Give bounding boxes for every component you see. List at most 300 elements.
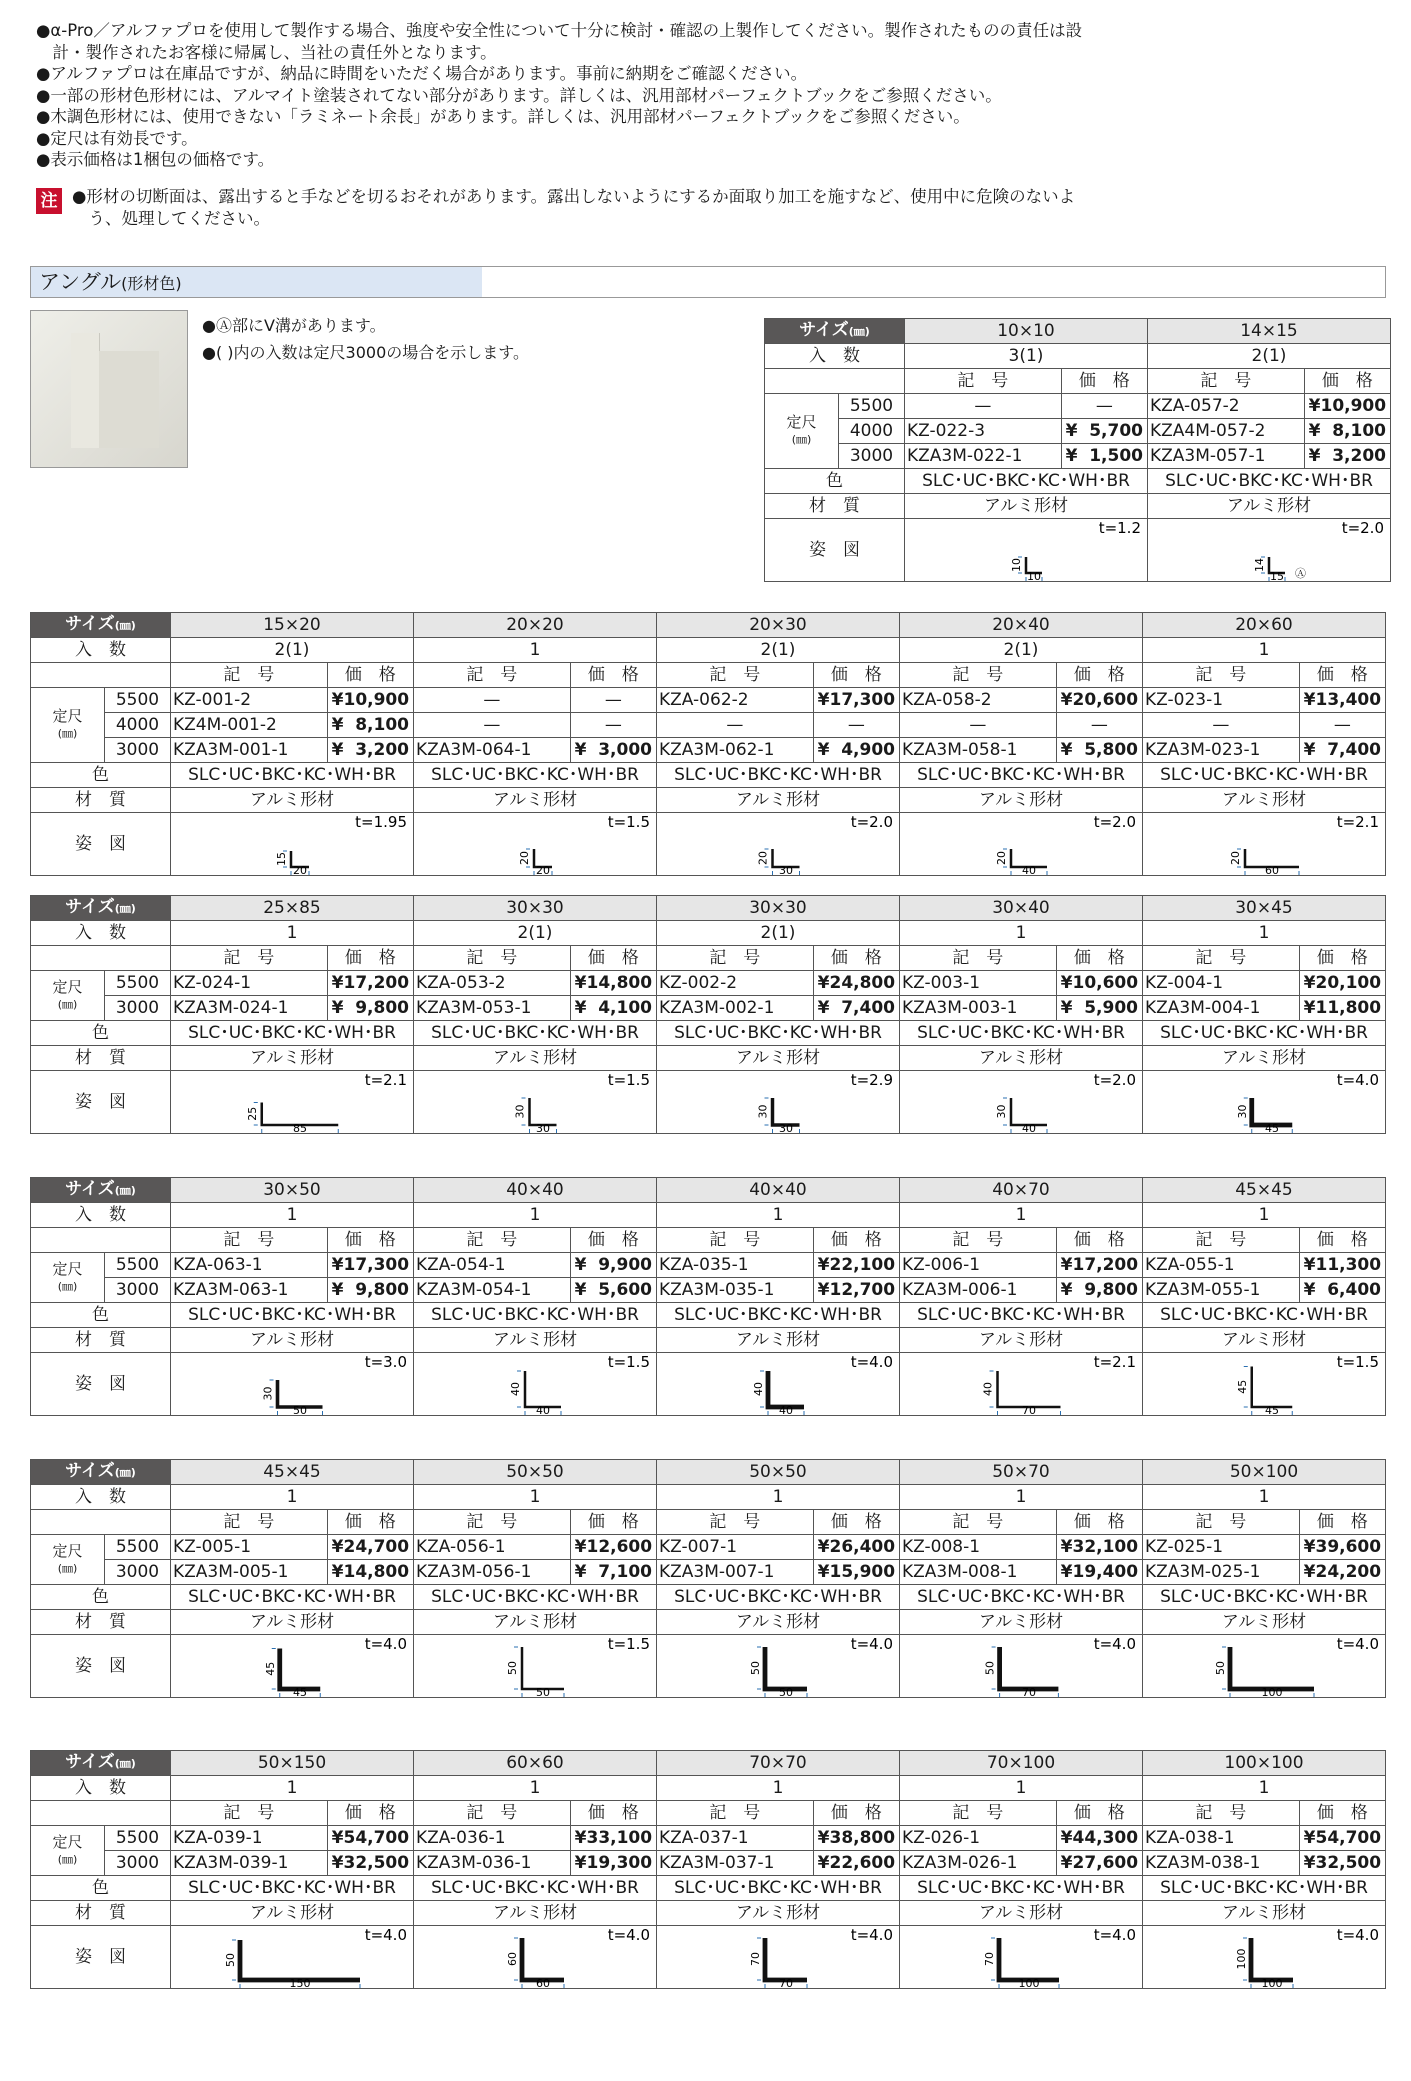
product-code: KZ-008-1 <box>900 1535 1057 1560</box>
width-dimension-label: 15 <box>1270 570 1284 581</box>
figure-cell <box>414 1635 657 1698</box>
price-header: 価 格 <box>327 663 413 688</box>
code-header: 記 号 <box>657 1801 814 1826</box>
size-value: 20×20 <box>414 613 657 638</box>
yen-sign: ¥ <box>1308 421 1321 441</box>
teishaku-label <box>31 1253 105 1303</box>
blank-cell <box>31 1510 171 1535</box>
product-code: KZA3M-035-1 <box>657 1278 814 1303</box>
material-value: アルミ形材 <box>414 1046 657 1071</box>
yen-sign: ¥ <box>331 973 344 993</box>
angle-profile-figure <box>900 1353 1142 1415</box>
width-dimension-label: 50 <box>536 1686 550 1697</box>
material-label: 材 質 <box>31 1610 171 1635</box>
price-header: 価 格 <box>570 1801 656 1826</box>
length-value: 4000 <box>839 419 905 444</box>
mm-unit: (㎜) <box>57 727 78 740</box>
price-header: 価 格 <box>1056 1228 1142 1253</box>
price-value <box>813 1535 899 1560</box>
color-value: SLC･UC･BKC･KC･WH･BR <box>414 1021 657 1046</box>
color-value: SLC･UC･BKC･KC･WH･BR <box>900 1876 1143 1901</box>
price-value: — <box>570 688 656 713</box>
angle-profile-shape <box>280 1649 321 1690</box>
height-dimension-label: 50 <box>983 1661 997 1675</box>
qty-value: 1 <box>657 1776 900 1801</box>
figure-cell <box>1143 1353 1386 1416</box>
length-value: 3000 <box>105 1851 171 1876</box>
height-dimension-label: 50 <box>1214 1661 1227 1675</box>
price-amount: 9,900 <box>598 1255 652 1275</box>
price-value <box>570 996 656 1021</box>
qty-label: 入 数 <box>31 921 171 946</box>
angle-profile-figure <box>657 813 899 875</box>
qty-value: 1 <box>1143 921 1386 946</box>
qty-value: 1 <box>414 1776 657 1801</box>
angle-profile-shape <box>1011 1098 1047 1125</box>
color-value: SLC･UC･BKC･KC･WH･BR <box>414 1585 657 1610</box>
product-code: KZA-063-1 <box>171 1253 328 1278</box>
color-label: 色 <box>31 763 171 788</box>
length-value: 5500 <box>105 1826 171 1851</box>
code-header: 記 号 <box>900 946 1057 971</box>
price-value <box>1299 971 1385 996</box>
angle-profile-shape <box>765 1938 807 1980</box>
width-dimension-label: 30 <box>779 1122 793 1133</box>
size-label: サイズ <box>65 1461 115 1481</box>
angle-profile-figure <box>171 813 413 875</box>
material-value: アルミ形材 <box>414 788 657 813</box>
height-dimension-label: 30 <box>261 1386 275 1401</box>
qty-value: 2(1) <box>657 638 900 663</box>
price-amount: 17,200 <box>1072 1255 1139 1275</box>
price-value <box>570 1826 656 1851</box>
price-value <box>1056 1826 1142 1851</box>
note-line: ●アルファプロは在庫品ですが、納品に時間をいただく場合があります。事前に納期をご確認ください。 <box>36 64 808 83</box>
size-value: 50×70 <box>900 1460 1143 1485</box>
product-code: KZA3M-001-1 <box>171 738 328 763</box>
yen-sign: ¥ <box>1065 421 1078 441</box>
qty-value: 1 <box>171 1203 414 1228</box>
qty-value: 1 <box>900 1485 1143 1510</box>
yen-sign: ¥ <box>1060 998 1073 1018</box>
price-amount: 38,800 <box>829 1828 896 1848</box>
yen-sign: ¥ <box>1060 1280 1073 1300</box>
height-dimension-label: 10 <box>1010 558 1023 572</box>
size-label: サイズ <box>65 1179 115 1199</box>
figure-cell <box>900 1071 1143 1134</box>
figure-label: 姿 図 <box>765 519 905 582</box>
qty-value: 2(1) <box>1148 344 1391 369</box>
height-dimension-label: 40 <box>752 1382 765 1396</box>
price-amount: 5,600 <box>598 1280 652 1300</box>
size-label: サイズ <box>65 897 115 917</box>
price-amount: 32,100 <box>1072 1537 1139 1557</box>
product-notes <box>202 312 529 366</box>
width-dimension-label: 60 <box>536 1977 550 1988</box>
price-value <box>1304 419 1390 444</box>
height-dimension-label: 20 <box>995 851 1008 865</box>
product-code: KZA4M-057-2 <box>1148 419 1305 444</box>
size-header <box>31 613 171 638</box>
section-subtitle: (形材色) <box>121 274 182 293</box>
yen-sign: ¥ <box>817 1280 830 1300</box>
figure-cell <box>657 1635 900 1698</box>
price-amount: 3,200 <box>355 740 409 760</box>
mm-unit: (㎜) <box>57 997 78 1011</box>
yen-sign: ¥ <box>1303 998 1316 1018</box>
price-amount: 3,200 <box>1332 446 1386 466</box>
price-amount: 24,700 <box>343 1537 410 1557</box>
code-header: 記 号 <box>1143 663 1300 688</box>
product-code: KZA3M-062-1 <box>657 738 814 763</box>
color-label: 色 <box>765 469 905 494</box>
price-amount: 11,300 <box>1315 1255 1382 1275</box>
product-code: — <box>1143 713 1300 738</box>
angle-profile-figure <box>171 1353 413 1415</box>
price-value: — <box>570 713 656 738</box>
color-label: 色 <box>31 1303 171 1328</box>
thickness-label: t=4.0 <box>1336 1071 1379 1089</box>
price-amount: 9,800 <box>1084 1280 1138 1300</box>
color-value: SLC･UC･BKC･KC･WH･BR <box>1143 1876 1386 1901</box>
price-amount: 8,100 <box>1332 421 1386 441</box>
angle-profile-figure <box>171 1926 413 1988</box>
thickness-label: t=4.0 <box>364 1635 407 1653</box>
angle-profile-shape <box>1230 1647 1314 1689</box>
code-header: 記 号 <box>1143 946 1300 971</box>
price-header: 価 格 <box>1056 663 1142 688</box>
teishaku-label <box>765 394 839 469</box>
product-code: — <box>414 713 571 738</box>
product-code: KZA3M-053-1 <box>414 996 571 1021</box>
product-code: — <box>414 688 571 713</box>
color-value: SLC･UC･BKC･KC･WH･BR <box>900 1585 1143 1610</box>
size-value: 30×50 <box>171 1178 414 1203</box>
size-header <box>765 319 905 344</box>
angle-profile-figure <box>414 1926 656 1988</box>
material-value: アルミ形材 <box>1148 494 1391 519</box>
product-code: KZA3M-025-1 <box>1143 1560 1300 1585</box>
product-code: KZ-004-1 <box>1143 971 1300 996</box>
angle-profile-shape <box>278 1380 323 1407</box>
price-amount: 10,900 <box>343 690 410 710</box>
size-value: 45×45 <box>1143 1178 1386 1203</box>
price-amount: 8,100 <box>355 715 409 735</box>
material-label: 材 質 <box>31 1046 171 1071</box>
figure-cell <box>1143 813 1386 876</box>
spec-table <box>30 895 1386 1134</box>
price-amount: 26,400 <box>829 1537 896 1557</box>
thickness-label: t=3.0 <box>364 1353 407 1371</box>
figure-label: 姿 図 <box>31 1926 171 1989</box>
height-dimension-label: 25 <box>245 1106 259 1121</box>
price-amount: 11,800 <box>1315 998 1382 1018</box>
angle-profile-shape <box>525 1371 561 1407</box>
thickness-label: t=2.1 <box>1336 813 1379 831</box>
product-code: KZA3M-024-1 <box>171 996 328 1021</box>
material-value: アルミ形材 <box>414 1901 657 1926</box>
length-value: 3000 <box>839 444 905 469</box>
color-value: SLC･UC･BKC･KC･WH･BR <box>900 763 1143 788</box>
thickness-label: t=2.0 <box>1093 1071 1136 1089</box>
width-dimension-label: 45 <box>293 1686 307 1697</box>
price-value <box>1056 971 1142 996</box>
figure-cell <box>900 813 1143 876</box>
code-header: 記 号 <box>1143 1801 1300 1826</box>
material-value: アルミ形材 <box>900 788 1143 813</box>
code-header: 記 号 <box>900 1228 1057 1253</box>
mm-unit: (㎜) <box>114 1757 136 1770</box>
price-amount: 4,100 <box>598 998 652 1018</box>
material-value: アルミ形材 <box>171 1610 414 1635</box>
qty-label: 入 数 <box>31 1776 171 1801</box>
price-amount: 44,300 <box>1072 1828 1139 1848</box>
price-header: 価 格 <box>813 1228 899 1253</box>
yen-sign: ¥ <box>1060 740 1073 760</box>
angle-profile-figure <box>171 1635 413 1697</box>
angle-profile-figure <box>1143 1071 1385 1133</box>
price-amount: 7,100 <box>598 1562 652 1582</box>
price-amount: 24,800 <box>829 973 896 993</box>
qty-value: 1 <box>1143 638 1386 663</box>
product-code: KZA-035-1 <box>657 1253 814 1278</box>
product-code: KZA3M-007-1 <box>657 1560 814 1585</box>
note-line: ●表示価格は1梱包の価格です。 <box>36 150 275 169</box>
angle-profile-figure <box>657 1635 899 1697</box>
yen-sign: ¥ <box>574 1828 587 1848</box>
price-value <box>327 1851 413 1876</box>
spec-table <box>30 612 1386 876</box>
yen-sign: ¥ <box>574 998 587 1018</box>
angle-profile-shape <box>1000 1647 1059 1689</box>
height-dimension-label: 30 <box>756 1104 770 1119</box>
width-dimension-label: 60 <box>1265 864 1279 875</box>
yen-sign: ¥ <box>817 1255 830 1275</box>
width-dimension-label: 100 <box>1261 1686 1283 1697</box>
price-value <box>1304 444 1390 469</box>
figure-cell <box>171 1635 414 1698</box>
yen-sign: ¥ <box>817 973 830 993</box>
product-code: KZ-026-1 <box>900 1826 1057 1851</box>
height-dimension-label: 45 <box>263 1661 277 1676</box>
product-note: ●Ⓐ部にV溝があります。 <box>202 316 386 335</box>
yen-sign: ¥ <box>331 690 344 710</box>
yen-sign: ¥ <box>1303 1853 1316 1873</box>
price-value <box>1056 996 1142 1021</box>
angle-profile-shape <box>1252 1367 1293 1408</box>
figure-cell <box>414 1926 657 1989</box>
mm-unit: (㎜) <box>114 1184 136 1197</box>
price-value <box>1056 1253 1142 1278</box>
height-dimension-label: 70 <box>749 1952 762 1966</box>
material-value: アルミ形材 <box>657 1610 900 1635</box>
price-amount: 22,100 <box>829 1255 896 1275</box>
angle-profile-figure <box>900 1071 1142 1133</box>
price-header: 価 格 <box>1299 946 1385 971</box>
size-value: 45×45 <box>171 1460 414 1485</box>
yen-sign: ¥ <box>1060 690 1073 710</box>
figure-cell <box>900 1926 1143 1989</box>
qty-label: 入 数 <box>31 1485 171 1510</box>
thickness-label: t=1.95 <box>355 813 407 831</box>
height-dimension-label: 20 <box>518 851 531 865</box>
price-value: — <box>1061 394 1147 419</box>
price-header: 価 格 <box>570 663 656 688</box>
product-code: KZA3M-002-1 <box>657 996 814 1021</box>
angle-profile-figure <box>414 1353 656 1415</box>
price-header: 価 格 <box>1299 663 1385 688</box>
size-value: 20×60 <box>1143 613 1386 638</box>
yen-sign: ¥ <box>574 1562 587 1582</box>
material-label: 材 質 <box>765 494 905 519</box>
price-amount: 54,700 <box>343 1828 410 1848</box>
price-value <box>1299 996 1385 1021</box>
mm-unit: (㎜) <box>57 1852 78 1866</box>
angle-profile-shape <box>522 1938 564 1980</box>
width-dimension-label: 50 <box>779 1686 793 1697</box>
color-value: SLC･UC･BKC･KC･WH･BR <box>171 1876 414 1901</box>
caution-line: ●形材の切断面は、露出すると手などを切るおそれがあります。露出しないようにするか面取り加工を施すなど、使用中に危険のないよ <box>72 187 1076 206</box>
code-header: 記 号 <box>657 1510 814 1535</box>
section-header <box>30 266 1386 298</box>
thickness-label: t=4.0 <box>1093 1635 1136 1653</box>
price-value <box>570 971 656 996</box>
thickness-label: t=2.1 <box>364 1071 407 1089</box>
product-code: KZA3M-005-1 <box>171 1560 328 1585</box>
price-header: 価 格 <box>1299 1801 1385 1826</box>
angle-profile-shape <box>765 1647 807 1689</box>
material-value: アルミ形材 <box>900 1610 1143 1635</box>
color-value: SLC･UC･BKC･KC･WH･BR <box>657 1303 900 1328</box>
price-header: 価 格 <box>570 1510 656 1535</box>
angle-profile-shape <box>1251 1938 1293 1980</box>
yen-sign: ¥ <box>574 740 587 760</box>
material-value: アルミ形材 <box>171 1328 414 1353</box>
yen-sign: ¥ <box>1308 396 1321 416</box>
price-amount: 54,700 <box>1315 1828 1382 1848</box>
figure-cell <box>414 813 657 876</box>
price-value <box>1299 738 1385 763</box>
price-value <box>1056 1560 1142 1585</box>
size-label: サイズ <box>799 320 849 340</box>
material-value: アルミ形材 <box>905 494 1148 519</box>
color-value: SLC･UC･BKC･KC･WH･BR <box>657 763 900 788</box>
size-header <box>31 1178 171 1203</box>
color-value: SLC･UC･BKC･KC･WH･BR <box>171 1303 414 1328</box>
price-amount: 3,000 <box>598 740 652 760</box>
angle-profile-shape <box>768 1371 804 1407</box>
size-value: 40×70 <box>900 1178 1143 1203</box>
product-code: KZA3M-038-1 <box>1143 1851 1300 1876</box>
angle-profile-shape <box>522 1647 564 1689</box>
yen-sign: ¥ <box>1060 1853 1073 1873</box>
height-dimension-label: 60 <box>506 1952 519 1966</box>
figure-label: 姿 図 <box>31 813 171 876</box>
color-value: SLC･UC･BKC･KC･WH･BR <box>657 1585 900 1610</box>
figure-cell <box>171 813 414 876</box>
figure-cell <box>1143 1071 1386 1134</box>
figure-cell <box>657 1926 900 1989</box>
product-code: KZA3M-063-1 <box>171 1278 328 1303</box>
yen-sign: ¥ <box>574 1853 587 1873</box>
price-header: 価 格 <box>570 1228 656 1253</box>
size-value: 60×60 <box>414 1751 657 1776</box>
size-value: 30×45 <box>1143 896 1386 921</box>
price-value <box>1299 1560 1385 1585</box>
yen-sign: ¥ <box>817 1853 830 1873</box>
yen-sign: ¥ <box>1060 1537 1073 1557</box>
price-header: 価 格 <box>1299 1510 1385 1535</box>
width-dimension-label: 150 <box>289 1977 311 1988</box>
product-code: KZA3M-006-1 <box>900 1278 1057 1303</box>
code-header: 記 号 <box>900 1801 1057 1826</box>
code-header: 記 号 <box>1143 1228 1300 1253</box>
angle-profile-figure <box>414 813 656 875</box>
qty-value: 2(1) <box>414 921 657 946</box>
qty-value: 1 <box>414 1203 657 1228</box>
price-header: 価 格 <box>813 663 899 688</box>
qty-label: 入 数 <box>765 344 905 369</box>
product-code: — <box>657 713 814 738</box>
code-header: 記 号 <box>171 1228 328 1253</box>
width-dimension-label: 45 <box>1265 1404 1279 1415</box>
width-dimension-label: 10 <box>1027 570 1041 581</box>
yen-sign: ¥ <box>331 1280 344 1300</box>
price-value <box>570 738 656 763</box>
code-header: 記 号 <box>1143 1510 1300 1535</box>
size-value: 30×30 <box>414 896 657 921</box>
product-code: KZA-055-1 <box>1143 1253 1300 1278</box>
code-header: 記 号 <box>171 663 328 688</box>
price-amount: 22,600 <box>829 1853 896 1873</box>
caution-mark: 注 <box>36 188 62 214</box>
price-value <box>327 1560 413 1585</box>
product-code: KZ-022-3 <box>905 419 1062 444</box>
height-dimension-label: 14 <box>1253 558 1266 572</box>
thickness-label: t=4.0 <box>1336 1926 1379 1944</box>
blank-cell <box>31 663 171 688</box>
color-value: SLC･UC･BKC･KC･WH･BR <box>414 1303 657 1328</box>
length-value: 3000 <box>105 738 171 763</box>
width-dimension-label: 40 <box>1022 1122 1036 1133</box>
width-dimension-label: 20 <box>293 864 307 875</box>
teishaku-text: 定尺 <box>52 1259 83 1278</box>
size-value: 50×50 <box>657 1460 900 1485</box>
yen-sign: ¥ <box>574 973 587 993</box>
blank-cell <box>31 1228 171 1253</box>
mm-unit: (㎜) <box>791 433 812 446</box>
price-value <box>327 996 413 1021</box>
angle-profile-figure <box>414 1635 656 1697</box>
height-dimension-label: 70 <box>983 1952 996 1966</box>
price-amount: 5,900 <box>1084 998 1138 1018</box>
material-label: 材 質 <box>31 1901 171 1926</box>
angle-profile-figure <box>905 519 1147 581</box>
note-line: ●α-Pro／アルファプロを使用して製作する場合、強度や安全性について十分に検討・確認の上製作してください。製作されたものの責任は設 <box>36 21 1083 40</box>
qty-value: 1 <box>657 1203 900 1228</box>
height-dimension-label: 50 <box>749 1661 762 1675</box>
material-value: アルミ形材 <box>1143 1328 1386 1353</box>
price-amount: 17,300 <box>343 1255 410 1275</box>
material-value: アルミ形材 <box>657 788 900 813</box>
product-code: — <box>900 713 1057 738</box>
price-value <box>813 688 899 713</box>
size-header <box>31 1751 171 1776</box>
note-line: ●定尺は有効長です。 <box>36 128 198 148</box>
price-amount: 17,300 <box>829 690 896 710</box>
price-amount: 27,600 <box>1072 1853 1139 1873</box>
material-value: アルミ形材 <box>657 1901 900 1926</box>
